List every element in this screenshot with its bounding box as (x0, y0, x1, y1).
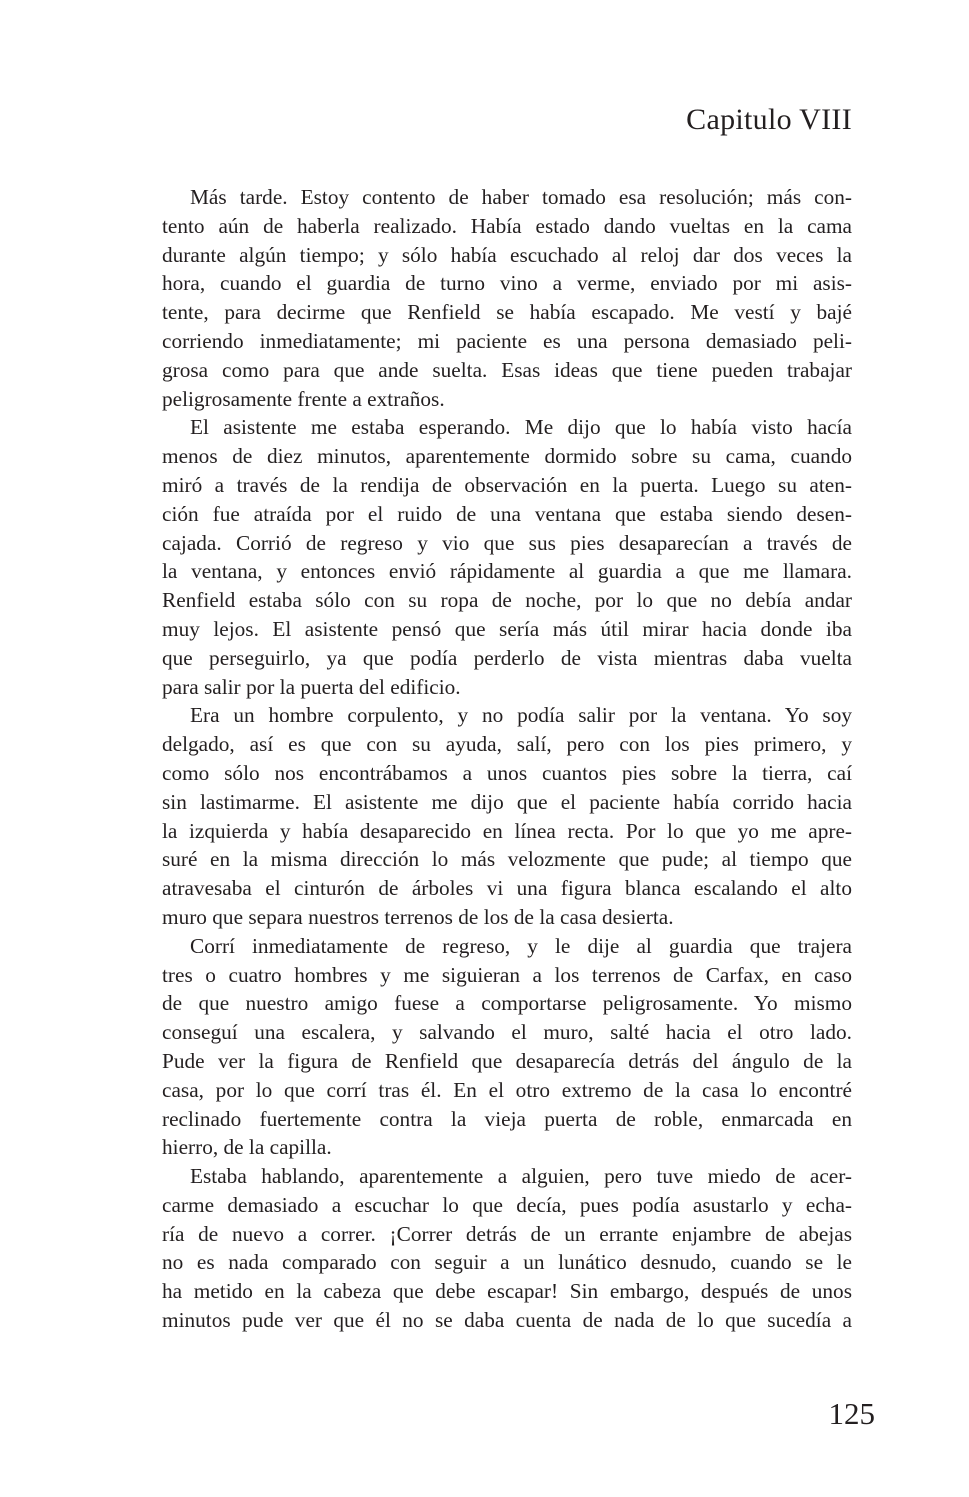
text-line: atravesaba el cinturón de árboles vi una figura blanca escalando el alto (162, 876, 852, 901)
text-line: Estaba hablando, aparentemente a alguien, pero tuve miedo de acer- (190, 1164, 852, 1189)
text-line: tento aún de haberla realizado. Había estado dando vueltas en la cama (162, 213, 852, 238)
text-line: peligrosamente frente a extraños. (162, 386, 445, 411)
text-line: que perseguirlo, ya que podía perderlo de vista mientras daba vuelta (162, 645, 852, 670)
text-line: miró a través de la rendija de observación en la puerta. Luego su aten- (162, 472, 852, 497)
chapter-title: Capitulo VIII (686, 103, 852, 136)
text-line: hierro, de la capilla. (162, 1135, 332, 1160)
text-line: para salir por la puerta del edificio. (162, 674, 461, 699)
text-line: casa, por lo que corrí tras él. En el otro extremo de la casa lo encontré (162, 1077, 852, 1102)
text-line: Corrí inmediatamente de regreso, y le dije al guardia que trajera (190, 933, 852, 958)
text-line: El asistente me estaba esperando. Me dijo que lo había visto hacía (190, 415, 852, 440)
text-line: muro que separa nuestros terrenos de los de la casa desierta. (162, 904, 674, 929)
text-line: ría de nuevo a correr. ¡Correr detrás de un errante enjambre de abejas (162, 1221, 852, 1246)
paragraph (162, 183, 852, 413)
text-line: la izquierda y había desaparecido en línea recta. Por lo que yo me apre- (162, 818, 852, 843)
text-line: de que nuestro amigo fuese a comportarse peligrosamente. Yo mismo (162, 991, 852, 1016)
text-line: la ventana, y entonces envió rápidamente al guardia a que me llamara. (162, 559, 852, 584)
text-line: sin lastimarme. El asistente me dijo que el paciente había corrido hacia (162, 789, 852, 814)
text-line: tres o cuatro hombres y me siguieran a los terrenos de Carfax, en caso (162, 962, 852, 987)
text-line: menos de diez minutos, aparentemente dormido sobre su cama, cuando (162, 444, 852, 469)
text-line: suré en la misma dirección lo más velozmente que pude; al tiempo que (162, 847, 852, 872)
text-line: cajada. Corrió de regreso y vio que sus pies desaparecían a través de (162, 530, 852, 555)
text-line: minutos pude ver que él no se daba cuenta de nada de lo que sucedía a (162, 1308, 852, 1333)
text-line: Era un hombre corpulento, y no podía salir por la ventana. Yo soy (190, 703, 852, 728)
text-line: corriendo inmediatamente; mi paciente es una persona demasiado peli- (162, 328, 852, 353)
text-line: Más tarde. Estoy contento de haber tomado esa resolución; más con- (190, 185, 852, 209)
text-line: delgado, así es que con su ayuda, salí, pero con los pies primero, y (162, 732, 852, 757)
page-number: 125 (828, 1396, 875, 1431)
text-line: no es nada comparado con seguir a un lunático desnudo, cuando se le (162, 1250, 852, 1275)
text-line: grosa como para que ande suelta. Esas ideas que tiene pueden trabajar (162, 357, 852, 382)
text-line: durante algún tiempo; y sólo había escuchado al reloj dar dos veces la (162, 242, 852, 267)
body-text (162, 183, 852, 1335)
text-line: ha metido en la cabeza que debe escapar! Sin embargo, después de unos (162, 1279, 852, 1304)
text-line: Renfield estaba sólo con su ropa de noche, por lo que no debía andar (162, 588, 852, 613)
text-line: Pude ver la figura de Renfield que desaparecía detrás del ángulo de la (162, 1048, 852, 1073)
text-line: hora, cuando el guardia de turno vino a verme, enviado por mi asis- (162, 271, 852, 296)
text-line: muy lejos. El asistente pensó que sería más útil mirar hacia donde iba (162, 616, 852, 641)
text-line: reclinado fuertemente contra la vieja puerta de roble, enmarcada en (162, 1106, 852, 1131)
text-line: como sólo nos encontrábamos a unos cuantos pies sobre la tierra, caí (162, 760, 852, 785)
paragraph (162, 413, 852, 701)
paragraph (162, 701, 852, 931)
text-line: tente, para decirme que Renfield se había escapado. Me vestí y bajé (162, 300, 852, 325)
text-line: ción fue atraída por el ruido de una ventana que estaba siendo desen- (162, 501, 852, 526)
paragraph (162, 932, 852, 1162)
paragraph (162, 1162, 852, 1335)
text-line: carme demasiado a escuchar lo que decía, pues podía asustarlo y echa- (162, 1192, 852, 1217)
text-line: conseguí una escalera, y salvando el muro, salté hacia el otro lado. (162, 1020, 852, 1045)
